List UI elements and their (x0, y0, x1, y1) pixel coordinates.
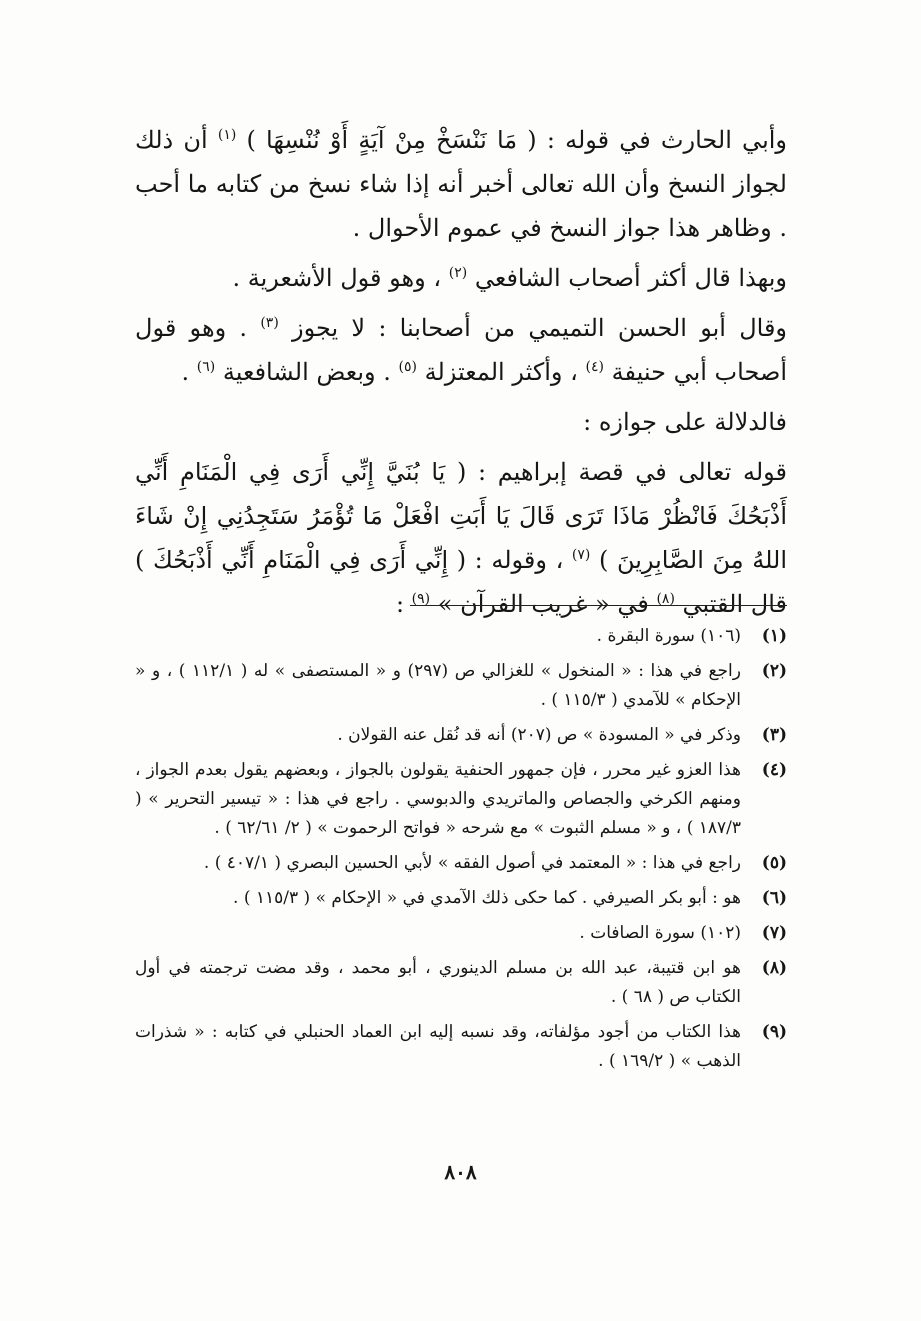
footnote-number: (٢) (761, 661, 787, 681)
footnotes (135, 622, 787, 1082)
footnote-ref: (٣) (260, 315, 279, 331)
footnote (135, 622, 787, 651)
footnote (135, 756, 787, 843)
footnote-ref: (٧) (571, 547, 591, 563)
text: : (395, 590, 412, 618)
footnote-separator (410, 605, 787, 606)
footnote (135, 919, 787, 948)
text: ) (236, 126, 267, 154)
paragraph-3 (135, 306, 787, 394)
footnote-number: (٤) (761, 760, 787, 780)
text: ) (590, 546, 617, 574)
text: . وبعض الشافعية (215, 358, 399, 386)
footnote (135, 1018, 787, 1076)
paragraph-5 (135, 450, 787, 626)
text: قوله تعالى في قصة إبراهيم : ( (445, 458, 788, 486)
quran-verse: مَا نَنْسَخْ مِنْ آيَةٍ أَوْ نُنْسِهَا (266, 126, 518, 154)
footnote-ref: (٩) (411, 591, 431, 607)
footnote-number: (٧) (761, 923, 787, 943)
text: ، وقوله : ( (448, 546, 572, 574)
text: أن ذلك لجواز النسخ وأن الله تعالى أخبر أنه إذا شاء نسخ من كتابه ما أحب . وظاهر هذا جواز النسخ في عموم الأحوال . (135, 126, 787, 242)
footnote-text: هو ابن قتيبة، عبد الله بن مسلم الدينوري ، أبو محمد ، وقد مضت ترجمته في أول الكتاب ص ( ٦٨ ) . (135, 958, 741, 1007)
text: . (181, 358, 197, 386)
footnote (135, 721, 787, 750)
footnote (135, 954, 787, 1012)
page-number: ٨٠٨ (444, 1160, 477, 1184)
paragraph-1 (135, 118, 787, 250)
footnote-number: (١) (761, 626, 787, 646)
footnote-text: (١٠٢) سورة الصافات . (579, 923, 741, 943)
paragraph-4: فالدلالة على جوازه : (583, 408, 787, 436)
footnote-number: (٥) (761, 853, 787, 873)
footnote-text: (١٠٦) سورة البقرة . (596, 626, 741, 646)
footnote-number: (٩) (761, 1022, 787, 1042)
text: ) قال القتبي (135, 546, 787, 618)
text: وبهذا قال أكثر أصحاب الشافعي (467, 264, 787, 292)
text: في « غريب القرآن » (430, 590, 657, 618)
quran-verse: يَا بُنَيَّ إِنِّي أَرَى فِي الْمَنَامِ أَنِّي أَذْبَحُكَ فَانْظُرْ مَاذَا تَرَى قَالَ يَا أَبَتِ افْعَلْ مَا تُؤْمَرُ سَتَجِدُنِي إِنْ شَاءَ اللهُ مِنَ الصَّابِرِينَ (135, 458, 788, 574)
footnote-ref: (٥) (398, 359, 417, 375)
footnote-ref: (٦) (196, 359, 216, 375)
footnote-number: (٦) (761, 888, 787, 908)
main-text (135, 118, 787, 626)
footnote-ref: (٤) (585, 359, 604, 375)
footnote-text: هذا العزو غير محرر ، فإن جمهور الحنفية يقولون بالجواز ، وبعضهم يقول بعدم الجواز ، ومنهم الكرخي والجصاص والماتريدي والدبوسي . راجع في هذا : « تيسير التحرير » ( ١٨٧/٣ ) ، و « مسلم الثبوت » مع شرحه « فواتح الرحموت » ( ٢/ ٦٢/٦١ ) . (135, 760, 741, 838)
footnote-number: (٣) (761, 725, 787, 745)
footnote-text: هو : أبو بكر الصيرفي . كما حكى ذلك الآمدي في « الإحكام » ( ١١٥/٣ ) . (233, 888, 741, 908)
footnote-ref: (١) (217, 127, 237, 143)
text: وقال أبو الحسن التميمي من أصحابنا : لا يجوز (278, 314, 788, 342)
footnote-text: راجع في هذا : « المنخول » للغزالي ص (٢٩٧) و « المستصفى » له ( ١١٢/١ ) ، و « الإحكام » للآمدي ( ١١٥/٣ ) . (135, 661, 741, 710)
footnote-text: راجع في هذا : « المعتمد في أصول الفقه » لأبي الحسين البصري ( ٤٠٧/١ ) . (203, 853, 741, 873)
footnote-ref: (٨) (656, 591, 675, 607)
footnote (135, 657, 787, 715)
footnote-text: وذكر في « المسودة » ص (٢٠٧) أنه قد نُقل عنه القولان . (337, 725, 741, 745)
text: . وهو قول أصحاب أبي حنيفة (135, 314, 787, 386)
footnote (135, 849, 787, 878)
quran-verse: إِنِّي أَرَى فِي الْمَنَامِ أَنِّي أَذْبَحُكَ (152, 546, 449, 574)
footnote-ref: (٢) (448, 265, 468, 281)
text: وأبي الحارث في قوله : ( (517, 126, 788, 154)
footnote-text: هذا الكتاب من أجود مؤلفاته، وقد نسبه إليه ابن العماد الحنبلي في كتابه : « شذرات الذهب » ( ١٦٩/٢ ) . (135, 1022, 741, 1071)
text: ، وهو قول الأشعرية . (232, 264, 449, 292)
text: ، وأكثر المعتزلة (416, 358, 586, 386)
paragraph-2 (135, 256, 787, 300)
footnote-number: (٨) (761, 958, 787, 978)
footnote (135, 884, 787, 913)
